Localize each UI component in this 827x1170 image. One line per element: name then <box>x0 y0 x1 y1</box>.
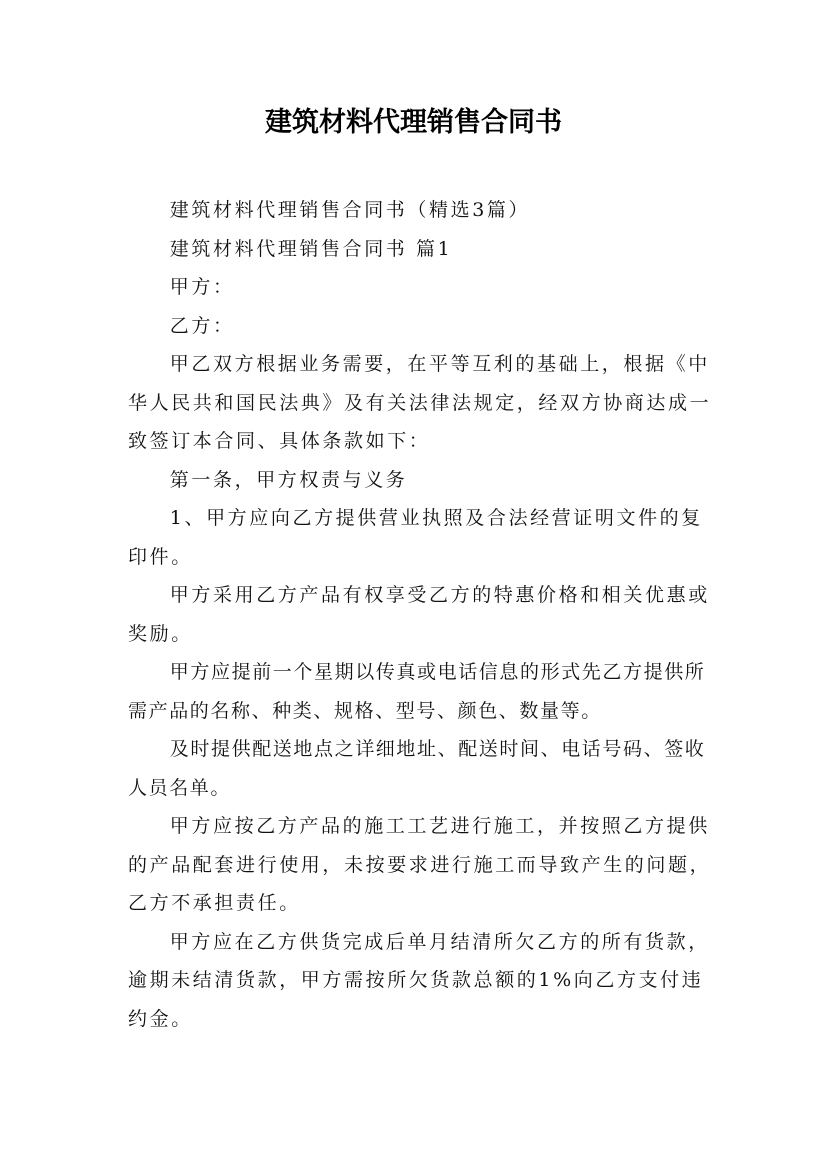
document-body <box>128 191 714 1038</box>
paragraph-article-1: 第一条，甲方权责与义务 <box>169 468 408 491</box>
paragraph-section-heading: 建筑材料代理销售合同书 篇1 <box>169 237 453 260</box>
paragraph-subtitle: 建筑材料代理销售合同书（精选3篇） <box>169 199 531 221</box>
paragraph-clause-4: 及时提供配送地点之详细地址、配送时间、电话号码、签收人员名单。 <box>128 738 706 799</box>
paragraph-preamble: 甲乙双方根据业务需要，在平等互利的基础上，根据《中华人民共和国民法典》及有关法律法规定，经双方协商达成一致签订本合同、具体条款如下： <box>128 353 712 452</box>
paragraph-clause-6: 甲方应在乙方供货完成后单月结清所欠乙方的所有货款，逾期未结清货款，甲方需按所欠货款总额的1%向乙方支付违约金。 <box>128 930 710 1030</box>
paragraph-clause-2: 甲方采用乙方产品有权享受乙方的特惠价格和相关优惠或奖励。 <box>128 584 710 645</box>
paragraph-party-b: 乙方： <box>169 314 235 337</box>
paragraph-clause-3: 甲方应提前一个星期以传真或电话信息的形式先乙方提供所需产品的名称、种类、规格、型号、颜色、数量等。 <box>128 661 706 722</box>
document-title: 建筑材料代理销售合同书 <box>265 107 562 138</box>
paragraph-clause-1: 1、甲方应向乙方提供营业执照及合法经营证明文件的复印件。 <box>128 507 703 568</box>
paragraph-party-a: 甲方： <box>169 276 235 298</box>
paragraph-clause-5: 甲方应按乙方产品的施工工艺进行施工，并按照乙方提供的产品配套进行使用，未按要求进行施工而导致产生的问题，乙方不承担责任。 <box>128 815 712 914</box>
